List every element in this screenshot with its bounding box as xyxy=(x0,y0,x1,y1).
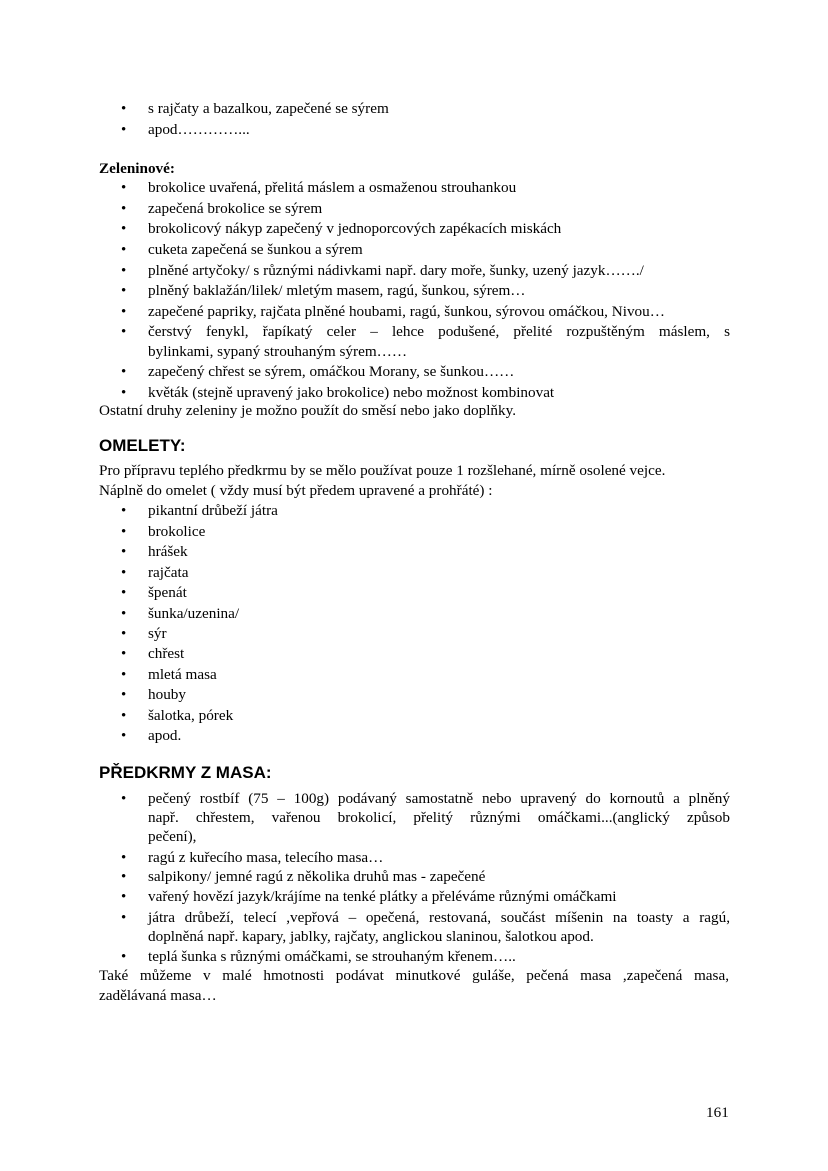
bullet: • xyxy=(121,708,127,724)
list-item: houby xyxy=(148,686,186,703)
list-item-continuation: doplněná např. kapary, jablky, rajčaty, anglickou slaninou, šalotkou apod. xyxy=(148,928,594,945)
list-item: hrášek xyxy=(148,543,188,560)
list-item: mletá masa xyxy=(148,666,217,683)
bullet: • xyxy=(121,324,127,340)
bullet: • xyxy=(121,364,127,380)
list-item: apod. xyxy=(148,727,182,744)
list-item: pečený rostbíf (75 – 100g) podávaný samostatně nebo upravený do kornoutů a plněný xyxy=(148,790,730,807)
bullet: • xyxy=(121,524,127,540)
bullet: • xyxy=(121,565,127,581)
bullet: • xyxy=(121,304,127,320)
bullet: • xyxy=(121,869,127,885)
bullet: • xyxy=(121,221,127,237)
bullet: • xyxy=(121,263,127,279)
bullet: • xyxy=(121,585,127,601)
bullet: • xyxy=(121,283,127,299)
bullet: • xyxy=(121,626,127,642)
bullet: • xyxy=(121,201,127,217)
list-item: špenát xyxy=(148,584,187,601)
list-item-continuation: např. chřestem, vařenou brokolicí, přelitý různými omáčkami...(anglický způsob xyxy=(148,809,730,826)
paragraph: Náplně do omelet ( vždy musí být předem upravené a prohřáté) : xyxy=(99,482,493,499)
list-item: zapečené papriky, rajčata plněné houbami, ragú, šunkou, sýrovou omáčkou, Nivou… xyxy=(148,303,665,320)
list-item: šalotka, pórek xyxy=(148,707,234,724)
list-item: pikantní drůbeží játra xyxy=(148,502,278,519)
list-item: chřest xyxy=(148,645,185,662)
bullet: • xyxy=(121,122,127,138)
list-item: brokolice uvařená, přelitá máslem a osmaženou strouhankou xyxy=(148,179,517,196)
list-item-continuation: pečení), xyxy=(148,828,197,845)
bullet: • xyxy=(121,910,127,926)
list-item: vařený hovězí jazyk/krájíme na tenké plátky a přeléváme různými omáčkami xyxy=(148,888,617,905)
list-item: cuketa zapečená se šunkou a sýrem xyxy=(148,241,363,258)
bullet: • xyxy=(121,242,127,258)
bullet: • xyxy=(121,385,127,401)
bullet: • xyxy=(121,544,127,560)
list-item-continuation: bylinkami, sypaný strouhaným sýrem…… xyxy=(148,343,408,360)
page-number: 161 xyxy=(706,1104,729,1121)
list-item: salpikony/ jemné ragú z několika druhů mas - zapečené xyxy=(148,868,486,885)
bullet: • xyxy=(121,889,127,905)
list-item: zapečená brokolice se sýrem xyxy=(148,200,323,217)
list-item: játra drůbeží, telecí ,vepřová – opečená, restovaná, součást míšenin na toasty a ragú, xyxy=(148,909,730,926)
list-item: rajčata xyxy=(148,564,189,581)
bullet: • xyxy=(121,728,127,744)
bullet: • xyxy=(121,646,127,662)
section-heading-vegetable: Zeleninové: xyxy=(99,160,175,177)
paragraph: Ostatní druhy zeleniny je možno použít do směsí nebo jako doplňky. xyxy=(99,402,517,419)
section-heading-meat: PŘEDKRMY Z MASA: xyxy=(99,763,272,782)
list-item: šunka/uzenina/ xyxy=(148,605,240,622)
list-item: zapečený chřest se sýrem, omáčkou Morany, se šunkou…… xyxy=(148,363,515,380)
section-heading-omelety: OMELETY: xyxy=(99,436,186,455)
list-item: plněné artyčoky/ s různými nádivkami např. dary moře, šunky, uzený jazyk……./ xyxy=(148,262,644,279)
bullet: • xyxy=(121,687,127,703)
list-item: apod…………... xyxy=(148,121,250,138)
paragraph: zadělávaná masa… xyxy=(99,987,217,1004)
list-item: s rajčaty a bazalkou, zapečené se sýrem xyxy=(148,100,389,117)
list-item: květák (stejně upravený jako brokolice) nebo možnost kombinovat xyxy=(148,384,555,401)
bullet: • xyxy=(121,850,127,866)
bullet: • xyxy=(121,949,127,965)
list-item: plněný baklažán/lilek/ mletým masem, ragú, šunkou, sýrem… xyxy=(148,282,526,299)
bullet: • xyxy=(121,180,127,196)
list-item: brokolicový nákyp zapečený v jednoporcových zapékacích miskách xyxy=(148,220,562,237)
bullet: • xyxy=(121,503,127,519)
paragraph: Pro přípravu teplého předkrmu by se mělo používat pouze 1 rozšlehané, mírně osolené vejce. xyxy=(99,462,666,479)
bullet: • xyxy=(121,606,127,622)
list-item: ragú z kuřecího masa, telecího masa… xyxy=(148,849,384,866)
list-item: teplá šunka s různými omáčkami, se strouhaným křenem….. xyxy=(148,948,516,965)
bullet: • xyxy=(121,101,127,117)
paragraph: Také můžeme v malé hmotnosti podávat minutkové guláše, pečená masa ,zapečená masa, xyxy=(99,967,729,984)
list-item: sýr xyxy=(148,625,167,642)
bullet: • xyxy=(121,667,127,683)
list-item: čerstvý fenykl, řapíkatý celer – lehce podušené, přelité rozpuštěným máslem, s xyxy=(148,323,730,340)
bullet: • xyxy=(121,791,127,807)
list-item: brokolice xyxy=(148,523,206,540)
